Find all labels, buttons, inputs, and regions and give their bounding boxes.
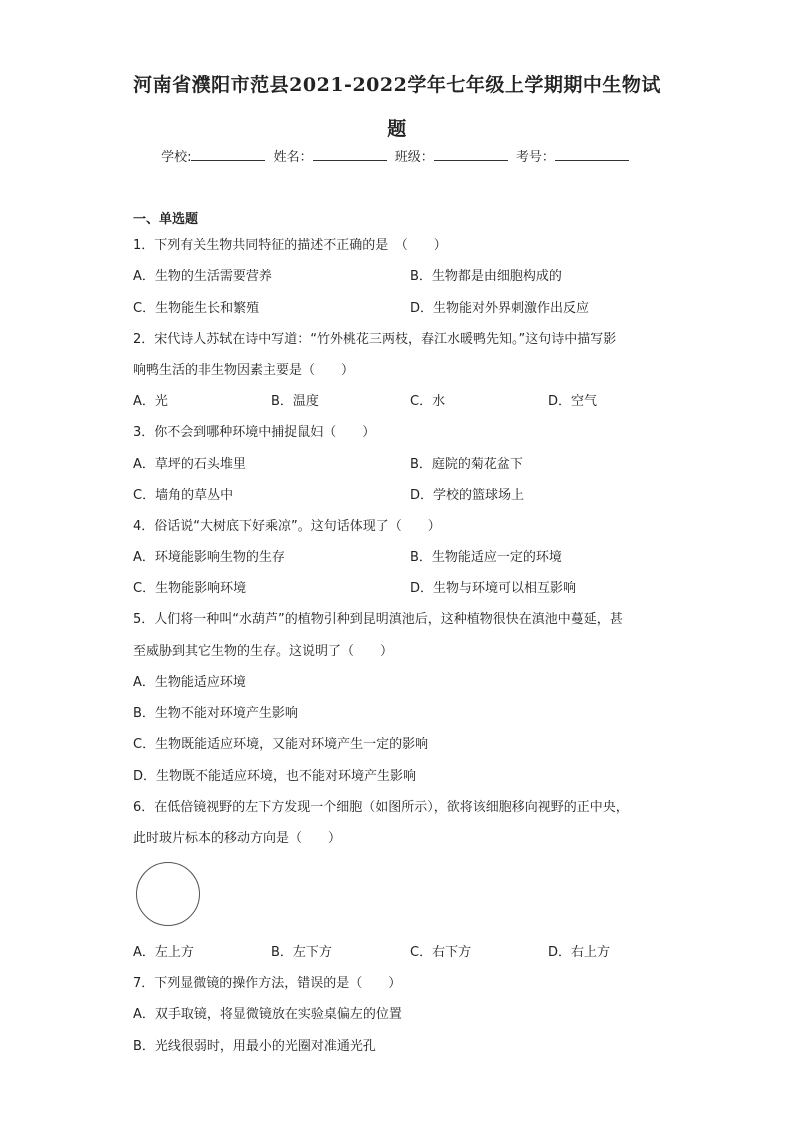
q1-option-a: A．生物的生活需要营养 <box>133 269 272 284</box>
question-4-stem: 4．俗话说“大树底下好乘凉”。这句话体现了（ ） <box>133 519 441 534</box>
q5-option-a: A．生物能适应环境 <box>133 675 246 690</box>
q2-option-b: B．温度 <box>271 394 319 409</box>
q1-option-d: D．生物能对外界刺激作出反应 <box>410 301 590 316</box>
q6-option-d: D．右上方 <box>548 945 611 960</box>
q7-option-a: A．双手取镜，将显微镜放在实验桌偏左的位置 <box>133 1007 402 1022</box>
q5-option-c: C．生物既能适应环境，又能对环境产生一定的影响 <box>133 737 429 752</box>
q4-option-d: D．生物与环境可以相互影响 <box>410 581 577 596</box>
school-label: 学校: <box>161 150 192 165</box>
question-6-stem-line1: 6．在低倍镜视野的左下方发现一个细胞（如图所示），欲将该细胞移向视野的正中央， <box>133 800 629 815</box>
question-7-stem: 7．下列显微镜的操作方法，错误的是（ ） <box>133 976 402 991</box>
class-label: 班级： <box>394 150 434 165</box>
q7-option-b: B．光线很弱时，用最小的光圈对准通光孔 <box>133 1039 376 1054</box>
question-1-stem: 1．下列有关生物共同特征的描述不正确的是 （ ） <box>133 238 447 253</box>
q3-option-a: A．草坪的石头堆里 <box>133 457 246 472</box>
microscope-field-figure <box>136 862 200 926</box>
question-5-stem-line2: 至威胁到其它生物的生存。这说明了（ ） <box>133 644 394 659</box>
q4-option-c: C．生物能影响环境 <box>133 581 247 596</box>
document-title-line1: 河南省濮阳市范县2021-2022学年七年级上学期期中生物试 <box>133 74 661 96</box>
question-3-stem: 3．你不会到哪种环境中捕捉鼠妇（ ） <box>133 425 376 440</box>
q1-option-b: B．生物都是由细胞构成的 <box>410 269 562 284</box>
q3-option-d: D．学校的篮球场上 <box>410 488 525 503</box>
q3-option-c: C．墙角的草丛中 <box>133 488 234 503</box>
q5-option-d: D．生物既不能适应环境，也不能对环境产生影响 <box>133 769 417 784</box>
question-2-stem-line1: 2．宋代诗人苏轼在诗中写道：“竹外桃花三两枝，春江水暖鸭先知。”这句诗中描写影 <box>133 332 617 347</box>
question-2-stem-line2: 响鸭生活的非生物因素主要是（ ） <box>133 363 355 378</box>
name-blank <box>313 148 387 161</box>
q6-option-a: A．左上方 <box>133 945 194 960</box>
school-blank <box>191 148 265 161</box>
q2-option-c: C．水 <box>410 394 446 409</box>
section-heading: 一、单选题 <box>133 212 199 227</box>
q6-option-b: B．左下方 <box>271 945 332 960</box>
class-blank <box>434 148 508 161</box>
q1-option-c: C．生物能生长和繁殖 <box>133 301 260 316</box>
q6-option-c: C．右下方 <box>410 945 472 960</box>
question-6-stem-line2: 此时玻片标本的移动方向是（ ） <box>133 831 342 846</box>
q4-option-a: A．环境能影响生物的生存 <box>133 550 285 565</box>
q2-option-a: A．光 <box>133 394 168 409</box>
q2-option-d: D．空气 <box>548 394 598 409</box>
student-info-row <box>0 146 794 165</box>
q4-option-b: B．生物能适应一定的环境 <box>410 550 562 565</box>
q3-option-b: B．庭院的菊花盆下 <box>410 457 523 472</box>
question-5-stem-line1: 5．人们将一种叫“水葫芦”的植物引种到昆明滇池后，这种植物很快在滇池中蔓延，甚 <box>133 612 623 627</box>
exam-no-blank <box>555 148 629 161</box>
exam-no-label: 考号： <box>515 150 555 165</box>
name-label: 姓名： <box>273 150 313 165</box>
q5-option-b: B．生物不能对环境产生影响 <box>133 706 298 721</box>
document-title-line2: 题 <box>387 118 407 140</box>
